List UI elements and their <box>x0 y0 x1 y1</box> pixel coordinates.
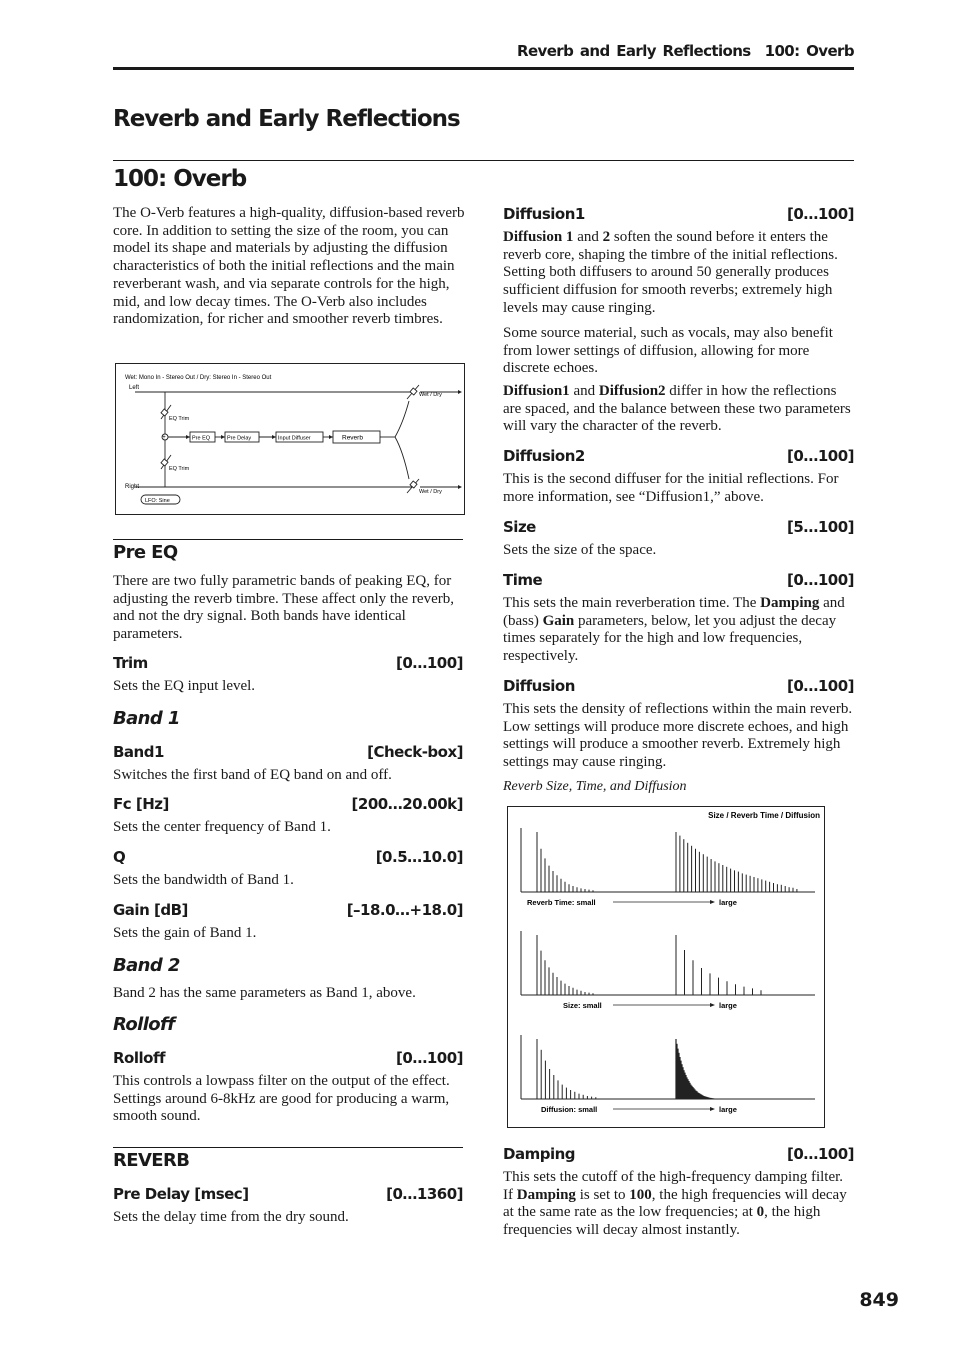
param-trim-range: [0…100] <box>396 654 463 672</box>
param-q-desc: Sets the bandwidth of Band 1. <box>113 872 294 888</box>
param-diffusion2 <box>503 447 854 465</box>
diagram-eq-trim-top: EQ Trim <box>169 416 190 422</box>
param-gain-name: Gain [dB] <box>113 901 188 919</box>
param-rolloff-name: Rolloff <box>113 1049 165 1067</box>
diagram-lfo: LFO: Sine <box>145 498 170 504</box>
reverb-heading: REVERB <box>113 1150 190 1171</box>
band2-text: Band 2 has the same parameters as Band 1, above. <box>113 985 416 1001</box>
param-trim <box>113 654 463 672</box>
reverb-reflections-chart <box>507 806 825 1128</box>
param-damping-desc: This sets the cutoff of the high-frequency damping filter. If Damping is set to 100, the high frequencies will decay at the same rate as the low frequencies; at 0, the high frequencies will decay almost instantly. <box>503 1169 847 1239</box>
chart-frame <box>508 807 825 1128</box>
reverb-rule <box>113 1147 463 1148</box>
param-pre-delay <box>113 1185 463 1203</box>
param-time-name: Time <box>503 571 543 589</box>
param-diffusion2-range: [0…100] <box>787 447 854 465</box>
signal-flow-diagram <box>115 363 465 515</box>
reverb-time-small-label: Reverb Time: small <box>527 898 596 907</box>
svg-text:+: + <box>162 435 166 441</box>
diagram-left-label: Left <box>129 385 140 391</box>
param-size-desc: Sets the size of the space. <box>503 542 657 558</box>
param-band1-name: Band1 <box>113 743 164 761</box>
diffusion1-paragraph-2: Some source material, such as vocals, may also benefit from lower settings of diffusion, allowing for more discrete echoes. <box>503 325 833 377</box>
param-damping-range: [0…100] <box>787 1145 854 1163</box>
param-diffusion2-desc: This is the second diffuser for the initial reflections. For more information, see “Diffusion1,” above. <box>503 471 839 505</box>
param-pre-delay-range: [0…1360] <box>386 1185 463 1203</box>
param-diffusion2-name: Diffusion2 <box>503 447 585 465</box>
param-pre-delay-name: Pre Delay [msec] <box>113 1185 249 1203</box>
param-fc <box>113 795 463 813</box>
diagram-title: Wet: Mono In - Stereo Out / Dry: Stereo In - Stereo Out <box>125 375 272 381</box>
band1-heading: Band 1 <box>113 708 180 729</box>
param-size-range: [5…100] <box>787 518 854 536</box>
param-pre-delay-desc: Sets the delay time from the dry sound. <box>113 1209 349 1225</box>
param-gain <box>113 901 463 919</box>
param-diffusion1 <box>503 205 854 223</box>
header-rule <box>113 67 854 70</box>
diagram-reverb: Reverb <box>342 434 363 442</box>
param-rolloff <box>113 1049 463 1067</box>
diagram-eq-trim-bottom: EQ Trim <box>169 466 190 472</box>
param-gain-desc: Sets the gain of Band 1. <box>113 925 257 941</box>
param-diffusion-name: Diffusion <box>503 677 575 695</box>
param-q <box>113 848 463 866</box>
rolloff-heading: Rolloff <box>113 1014 175 1035</box>
param-fc-range: [200…20.00k] <box>351 795 463 813</box>
diagram-right-label: Right <box>125 484 140 490</box>
param-diffusion-range: [0…100] <box>787 677 854 695</box>
param-trim-name: Trim <box>113 654 148 672</box>
param-band1 <box>113 743 463 761</box>
diagram-wet-dry-bottom: Wet / Dry <box>419 489 442 495</box>
param-diffusion1-range: [0…100] <box>787 205 854 223</box>
size-large-label: large <box>719 1001 737 1010</box>
diffusion-large-label: large <box>719 1105 737 1114</box>
param-time-range: [0…100] <box>787 571 854 589</box>
param-size <box>503 518 854 536</box>
page-number: 849 <box>859 1289 899 1311</box>
param-fc-desc: Sets the center frequency of Band 1. <box>113 819 331 835</box>
param-band1-range: [Check-box] <box>367 743 463 761</box>
param-fc-name: Fc [Hz] <box>113 795 169 813</box>
reverb-time-large-label: large <box>719 898 737 907</box>
pre-eq-text: There are two fully parametric bands of peaking EQ, for adjusting the reverb timbre. These affect only the reverb, and not the dry signal. Both bands have identical parameters. <box>113 573 454 643</box>
chapter-title: Reverb and Early Reflections <box>113 106 460 132</box>
pre-eq-rule <box>113 539 463 540</box>
param-damping <box>503 1145 854 1163</box>
diagram-input-diffuser: Input Diffuser <box>278 435 311 442</box>
param-band1-desc: Switches the first band of EQ band on and off. <box>113 767 392 783</box>
diffusion1-paragraph-1: Diffusion 1 and 2 soften the sound before it enters the reverb core, shaping the timbre of the initial reflections. Setting both diffusers to around 50 generally produces sufficient diffusion for smooth reverbs; extremely high levels may cause ringing. <box>503 229 838 316</box>
running-header-section: Reverb and Early Reflections <box>517 42 751 60</box>
diffusion1-paragraph-3: Diffusion1 and Diffusion2 differ in how the reflections are spaced, and the balance between these two parameters will vary the character of the reverb. <box>503 383 851 435</box>
chart-title: Size / Reverb Time / Diffusion <box>708 811 820 820</box>
param-rolloff-range: [0…100] <box>396 1049 463 1067</box>
param-damping-name: Damping <box>503 1145 575 1163</box>
diagram-pre-eq: Pre EQ <box>192 435 211 442</box>
param-size-name: Size <box>503 518 536 536</box>
param-time-desc: This sets the main reverberation time. The Damping and (bass) Gain parameters, below, let you adjust the decay times separately for the high and low frequencies, respectively. <box>503 595 845 665</box>
band2-heading: Band 2 <box>113 955 180 976</box>
pre-eq-heading: Pre EQ <box>113 542 178 563</box>
param-q-range: [0.5…10.0] <box>375 848 463 866</box>
param-diffusion <box>503 677 854 695</box>
figure-caption: Reverb Size, Time, and Diffusion <box>503 779 687 794</box>
running-header-effect: 100: Overb <box>764 42 854 60</box>
diagram-wet-dry-top: Wet / Dry <box>419 392 442 398</box>
running-header <box>517 42 854 60</box>
param-rolloff-desc: This controls a lowpass filter on the output of the effect. Settings around 6-8kHz are good for producing a warm, smooth sound. <box>113 1073 450 1125</box>
diagram-pre-delay: Pre Delay <box>227 435 252 442</box>
param-gain-range: [–18.0…+18.0] <box>346 901 463 919</box>
param-q-name: Q <box>113 848 126 866</box>
title-rule <box>113 160 854 161</box>
param-diffusion1-name: Diffusion1 <box>503 205 585 223</box>
param-time <box>503 571 854 589</box>
param-trim-desc: Sets the EQ input level. <box>113 678 256 694</box>
intro-paragraph: The O-Verb features a high-quality, diffusion-based reverb core. In addition to setting the size of the room, you can model its shape and materials by adjusting the diffusion characteristics of both the initial reflections and the main reverberant wash, and via separate controls for the high, mid, and low decay times. The O-Verb also includes randomization, for richer and smoother reverb timbres. <box>113 205 465 328</box>
effect-title: 100: Overb <box>113 166 247 192</box>
diffusion-small-label: Diffusion: small <box>541 1105 598 1114</box>
size-small-label: Size: small <box>563 1001 602 1010</box>
param-diffusion-desc: This sets the density of reflections within the main reverb. Low settings will produce more discrete echoes, and high settings will produce a smoother reverb. Extremely high settings may cause ringing. <box>503 701 853 771</box>
